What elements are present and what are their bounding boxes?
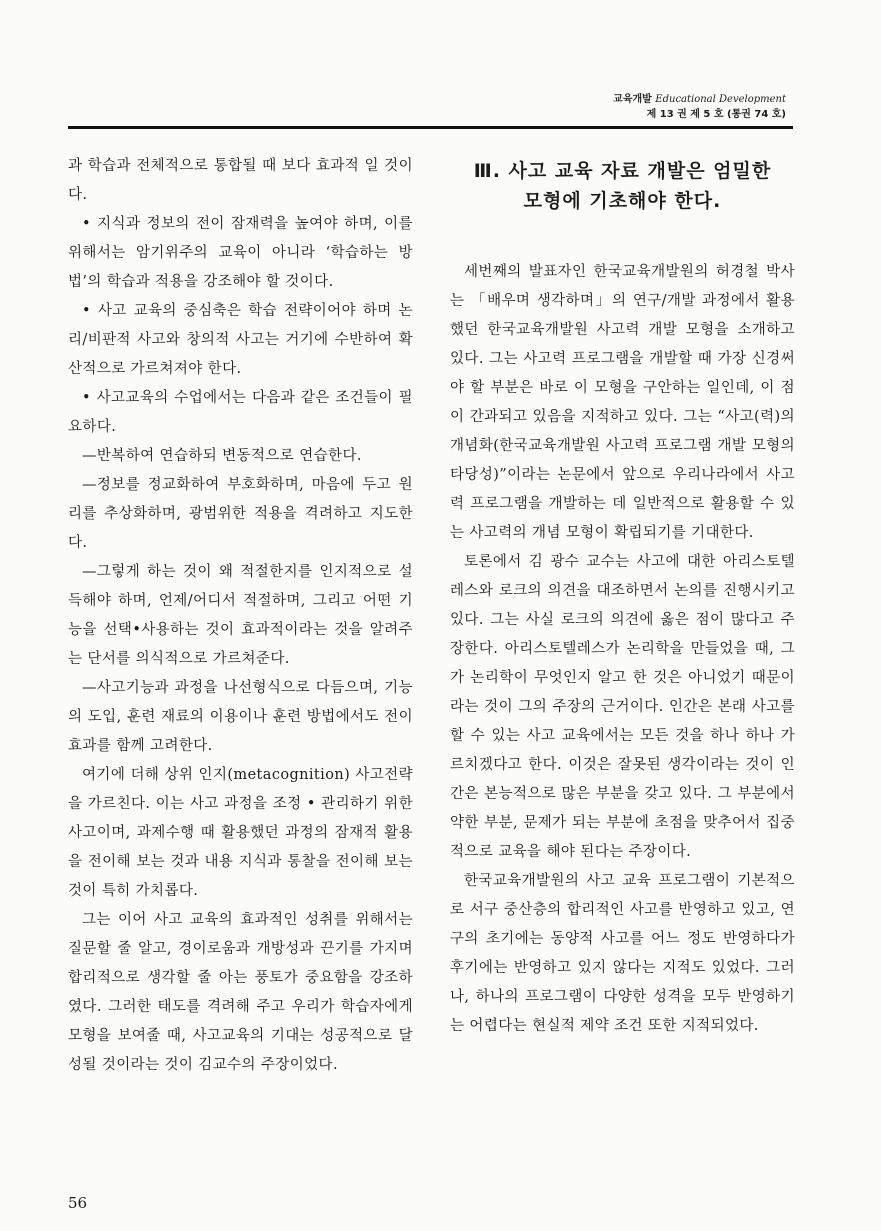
journal-header bbox=[613, 92, 786, 122]
section-heading bbox=[450, 156, 795, 216]
journal-title-ko: 교육개발 bbox=[613, 94, 652, 105]
header-rule bbox=[68, 126, 793, 129]
section-heading-line2: 모형에 기초해야 한다. bbox=[523, 190, 722, 212]
right-paragraph: 세번째의 발표자인 한국교육개발원의 허경철 박사는 「배우며 생각하며」의 연구/개발 과정에서 활용했던 한국교육개발원 사고력 개발 모형을 소개하고 있다. 그는 사고력 프로그램을 개발할 때 가장 신경써야 할 부분은 바로 이 모형을 구안하는 일인데, 이 점이 간과되고 있음을 지적하고 있다. 그는 “사고(력)의 개념화(한국교육개발원 사고력 프로그램 개발 모형의 타당성)”이라는 논문에서 앞으로 우리나라에서 사고력 프로그램을 개발하는 데 일반적으로 활용할 수 있는 사고력의 개념 모형이 확립되기를 기대한다. bbox=[450, 264, 795, 541]
right-paragraph: 토론에서 김 광수 교수는 사고에 대한 아리스토텔레스와 로크의 의견을 대조하면서 논의를 진행시키고 있다. 그는 사실 로크의 의견에 옳은 점이 많다고 주장한다. 아리스토텔레스가 논리학을 만들었을 때, 그가 논리학이 무엇인지 알고 한 것은 아니었기 때문이라는 것이 그의 주장의 근거이다. 인간은 본래 사고를 할 수 있는 사고 교육에서는 모든 것을 하나 하나 가르치겠다고 한다. 이것은 잘못된 생각이라는 것이 인간은 본능적으로 많은 부분을 갖고 있다. 그 부분에서 약한 부분, 문제가 되는 부분에 초점을 맞추어서 집중적으로 교육을 해야 된다는 주장이다. bbox=[450, 554, 795, 860]
journal-title-en: Educational Development bbox=[655, 94, 786, 105]
page-number: 56 bbox=[68, 1194, 88, 1212]
left-paragraph: —그렇게 하는 것이 왜 적절한지를 인지적으로 설득해야 하며, 언제/어디서 적절하며, 그리고 어떤 기능을 선택•사용하는 것이 효과적이라는 것을 알려주는 단서를 의식적으로 가르쳐준다. bbox=[68, 564, 413, 667]
left-paragraph: • 지식과 정보의 전이 잠재력을 높여야 하며, 이를 위해서는 암기위주의 교육이 아니라 ‘학습하는 방법’의 학습과 적용을 강조해야 할 것이다. bbox=[68, 216, 413, 290]
section-heading-line1: Ⅲ. 사고 교육 자료 개발은 엄밀한 bbox=[473, 160, 772, 182]
right-column bbox=[450, 152, 795, 1041]
left-paragraph: —정보를 정교화하여 부호화하며, 마음에 두고 원리를 추상화하며, 광범위한 적용을 격려하고 지도한다. bbox=[68, 477, 413, 551]
left-paragraph: • 사고교육의 수업에서는 다음과 같은 조건들이 필요하다. bbox=[68, 390, 413, 435]
left-column bbox=[68, 152, 413, 1080]
left-paragraph: —반복하여 연습하되 변동적으로 연습한다. bbox=[82, 448, 362, 464]
journal-issue: 제 13 권 제 5 호 (통권 74 호) bbox=[646, 109, 786, 120]
left-paragraph: 과 학습과 전체적으로 통합될 때 보다 효과적 일 것이다. bbox=[68, 158, 413, 203]
right-paragraph: 한국교육개발원의 사고 교육 프로그램이 기본적으로 서구 중산층의 합리적인 사고를 반영하고 있고, 연구의 초기에는 동양적 사고를 어느 정도 반영하다가 후기에는 반영하고 있지 않다는 지적도 있었다. 그러나, 하나의 프로그램이 다양한 성격을 모두 반영하기는 어렵다는 현실적 제약 조건 또한 지적되었다. bbox=[450, 873, 795, 1034]
left-paragraph: 여기에 더해 상위 인지(metacognition) 사고전략을 가르친다. 이는 사고 과정을 조정 • 관리하기 위한 사고이며, 과제수행 때 활용했던 과정의 잠재적 활용을 전이해 보는 것과 내용 지식과 통찰을 전이해 보는 것이 특히 가치롭다. bbox=[68, 767, 413, 899]
left-paragraph: • 사고 교육의 중심축은 학습 전략이어야 하며 논리/비판적 사고와 창의적 사고는 거기에 수반하여 확산적으로 가르쳐져야 한다. bbox=[68, 303, 413, 377]
left-paragraph: 그는 이어 사고 교육의 효과적인 성취를 위해서는 질문할 줄 알고, 경이로움과 개방성과 끈기를 가지며 합리적으로 생각할 줄 아는 풍토가 중요함을 강조하였다. 그러한 태도를 격려해 주고 우리가 학습자에게 모형을 보여줄 때, 사고교육의 기대는 성공적으로 달성될 것이라는 것이 김교수의 주장이었다. bbox=[68, 912, 413, 1073]
journal-title bbox=[613, 92, 786, 107]
left-paragraph: —사고기능과 과정을 나선형식으로 다듬으며, 기능의 도입, 훈련 재료의 이용이나 훈련 방법에서도 전이 효과를 함께 고려한다. bbox=[68, 680, 413, 754]
